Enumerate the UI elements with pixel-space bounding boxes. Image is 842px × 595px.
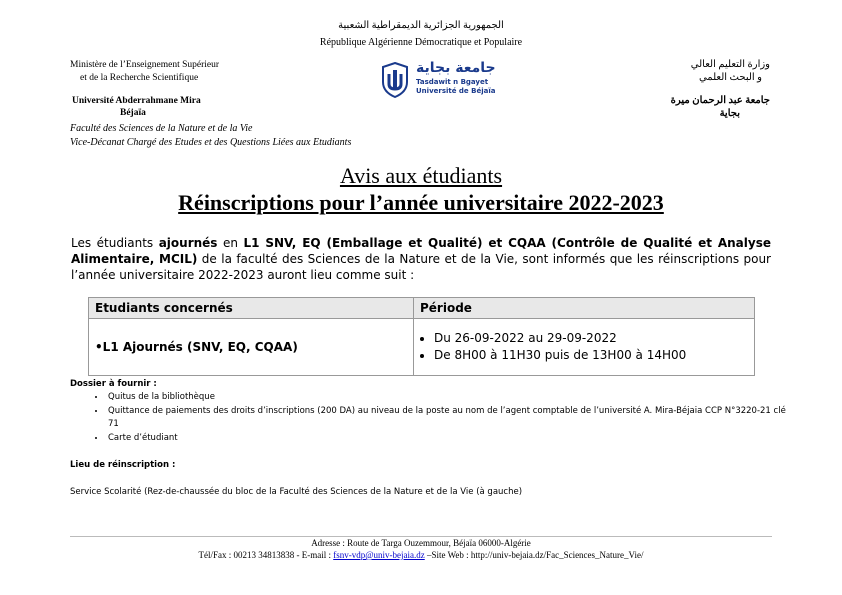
ministry-ar-line2: و البحث العلمي <box>698 72 762 83</box>
logo-line1: Tasdawit n Bgayet <box>416 78 489 86</box>
lieu-heading: Lieu de réinscription : <box>70 460 176 470</box>
university-logo <box>380 60 520 100</box>
footer-address: Adresse : Route de Targa Ouzemmour, Béjaïa 06000-Algérie <box>311 538 531 548</box>
dossier-heading: Dossier à fournir : <box>70 379 157 389</box>
dossier-list <box>90 391 796 445</box>
footer-email-link[interactable]: fsnv-vdp@univ-bejaia.dz <box>333 550 425 560</box>
university-ar <box>610 94 770 120</box>
intro-programs: L1 SNV, EQ (Emballage et Qualité) et CQAA (Contrôle de Qualité et Analyse Alimentaire, MCIL) <box>71 236 771 266</box>
reinscription-title: Réinscriptions pour l’année universitaire 2022-2023 <box>178 190 664 215</box>
cell-students-text: L1 Ajournés (SNV, EQ, CQAA) <box>102 340 298 354</box>
faculty-name-fr: Faculté des Sciences de la Nature et de la Vie <box>70 123 253 134</box>
header-period: Période <box>414 298 755 319</box>
schedule-table <box>88 297 755 376</box>
footer-site: –Site Web : http://univ-bejaia.dz/Fac_Sciences_Nature_Vie/ <box>424 550 644 560</box>
period-hours: • De 8H00 à 11H30 puis de 13H00 à 14H00 <box>434 347 748 364</box>
vice-dean-fr: Vice-Décanat Chargé des Etudes et des Questions Liées aux Etudiants <box>70 137 352 148</box>
ministry-fr-line1: Ministère de l’Enseignement Supérieur <box>70 60 220 70</box>
footer-tel: Tél/Fax : 00213 34813838 - E-mail : <box>198 550 334 560</box>
republic-title-fr: République Algérienne Démocratique et Populaire <box>319 37 523 48</box>
ministry-ar-line1: وزارة التعليم العالي <box>690 59 770 70</box>
lieu-text: Service Scolarité (Rez-de-chaussée du bloc de la Faculté des Sciences de la Nature et de la Vie (à gauche) <box>70 487 523 497</box>
notice-title: Avis aux étudiants <box>339 163 503 188</box>
ministry-ar <box>610 58 770 84</box>
logo-line2: Université de Béjaïa <box>416 87 496 95</box>
dossier-item: • Carte d’étudiant <box>106 432 796 446</box>
university-emblem-icon <box>380 62 410 98</box>
intro-part2: en <box>217 236 244 250</box>
period-dates: • Du 26-09-2022 au 29-09-2022 <box>434 330 748 347</box>
period-list <box>420 330 748 364</box>
intro-part1: Les étudiants <box>71 236 159 250</box>
logo-arabic-text: جامعة بجاية <box>416 60 496 76</box>
table-row <box>89 319 755 376</box>
republic-title-ar: الجمهورية الجزائرية الديمقراطية الشعبية <box>338 20 504 31</box>
university-fr <box>70 95 250 119</box>
university-ar-line1: جامعة عبد الرحمان ميرة <box>670 95 770 106</box>
ministry-fr <box>70 59 290 85</box>
footer-contact <box>0 550 842 560</box>
intro-ajournes: ajournés <box>158 236 218 250</box>
intro-paragraph <box>71 235 771 283</box>
header-students: Etudiants concernés <box>89 298 414 319</box>
cell-period <box>414 319 755 376</box>
table-header-row <box>89 298 755 319</box>
university-ar-line2: بجاية <box>719 108 740 119</box>
faculty-block-fr <box>70 122 570 150</box>
university-fr-line1: Université Abderrahmane Mira <box>72 96 201 106</box>
dossier-item: • Quitus de la bibliothèque <box>106 391 796 405</box>
cell-students: •L1 Ajournés (SNV, EQ, CQAA) <box>89 319 414 376</box>
footer-divider <box>70 536 772 537</box>
ministry-fr-line2: et de la Recherche Scientifique <box>80 73 199 83</box>
university-fr-line2: Béjaïa <box>120 108 146 118</box>
intro-part3: de la faculté des Sciences de la Nature et de la Vie, sont informés que les réinscriptions pour l’année universitaire 2022-2023 auront lieu comme suit : <box>71 252 771 282</box>
dossier-item: • Quittance de paiements des droits d’inscriptions (200 DA) au niveau de la poste au nom de l’agent comptable de l’université A. Mira-Béjaia CCP N°3220-21 clé 71 <box>106 405 796 432</box>
